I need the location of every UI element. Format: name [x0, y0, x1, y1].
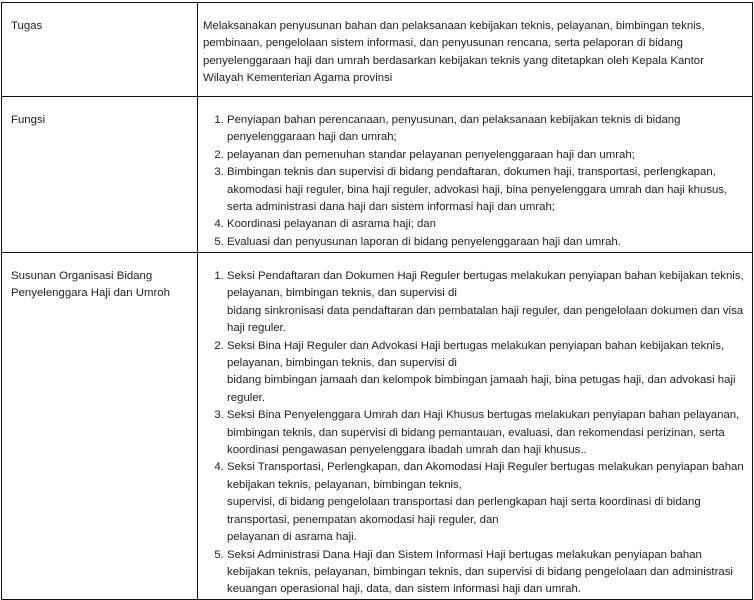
item-line: bidang sinkronisasi data pendaftaran dan pembatalan haji reguler, dan pengelolaan dokumen dan visa haji reguler.: [227, 304, 744, 335]
row-label: Fungsi: [2, 97, 198, 253]
item-line: 3. Seksi Bina Penyelenggara Umrah dan Haji Khusus bertugas melakukan penyiapan bahan pelayanan, bimbingan teknis, dan supervisi di bidang pemantauan, evaluasi, dan rekomendasi perizinan, serta koordinasi pengawasan penyelenggara ibadah umrah dan haji khusus..: [227, 409, 740, 457]
list-item: [227, 268, 746, 338]
item-line: 2. Seksi Bina Haji Reguler dan Advokasi Haji bertugas melakukan penyiapan bahan kebijakan teknis, pelayanan, bimbingan teknis, dan supervisi di: [227, 339, 725, 370]
susunan-list-cell: [198, 253, 753, 600]
susunan-list: [203, 268, 746, 599]
list-item: 5. Evaluasi dan penyusunan laporan di bidang penyelenggaraan haji dan umrah.: [227, 234, 746, 251]
item-line: 5. Seksi Administrasi Dana Haji dan Sistem Informasi Haji bertugas melakukan penyiapan bahan kebijakan teknis, pelayanan, bimbingan teknis, dan supervisi di bidang pengelolaan dan administrasi keuangan operasional haji, data, dan sistem informasi haji dan umrah.: [227, 548, 733, 596]
fungsi-list-cell: [198, 97, 753, 253]
table-row-fungsi: [2, 97, 753, 253]
list-item: 4. Koordinasi pelayanan di asrama haji; dan: [227, 216, 746, 233]
info-table: [1, 2, 753, 600]
item-line: supervisi, di bidang pengelolaan transportasi dan perlengkapan haji serta koordinasi di bidang transportasi, penempatan akomodasi haji reguler, dan: [227, 496, 701, 526]
item-line: 1. Seksi Pendaftaran dan Dokumen Haji Reguler bertugas melakukan penyiapan bahan kebijakan teknis, pelayanan, bimbingan teknis, dan supervisi di: [227, 270, 744, 300]
list-item: [227, 547, 746, 599]
tugas-text: Melaksanakan penyusunan bahan dan pelaksanaan kebijakan teknis, pelayanan, bimbingan teknis, pembinaan, pengelolaan sistem informasi, dan penyusunan rencana, serta pelaporan di bidang penyelenggaraan haji dan umrah berdasarkan kebijakan teknis yang ditetapkan oleh Kepala Kantor Wilayah Kementerian Agama provinsi: [198, 3, 753, 97]
list-item: [227, 407, 746, 459]
list-item: [227, 338, 746, 408]
table-row-susunan: [2, 253, 753, 600]
list-item: 3. Bimbingan teknis dan supervisi di bidang pendaftaran, dokumen haji, transportasi, perlengkapan, akomodasi haji reguler, bina haji reguler, advokasi haji, bina penyelenggara umrah dan haji khusus, serta administrasi dana haji dan sistem informasi haji dan umrah;: [227, 164, 746, 216]
row-label: Tugas: [2, 3, 198, 97]
item-line: pelayanan di asrama haji.: [227, 531, 357, 544]
row-label: Susunan Organisasi Bidang Penyelenggara Haji dan Umroh: [2, 253, 198, 600]
fungsi-list: [203, 112, 746, 251]
list-item: 2. pelayanan dan pemenuhan standar pelayanan penyelenggaraan haji dan umrah;: [227, 147, 746, 164]
list-item: 1. Penyiapan bahan perencanaan, penyusunan, dan pelaksanaan kebijakan teknis di bidang penyelenggaraan haji dan umrah;: [227, 112, 746, 147]
item-line: 4. Seksi Transportasi, Perlengkapan, dan Akomodasi Haji Reguler bertugas melakukan penyiapan bahan kebijakan teknis, pelayanan, bimbingan teknis,: [227, 461, 744, 491]
table-row-tugas: [2, 3, 753, 97]
list-item: [227, 459, 746, 546]
item-line: bidang bimbingan jamaah dan kelompok bimbingan jamaah haji, bina petugas haji, dan advokasi haji reguler.: [227, 374, 736, 404]
